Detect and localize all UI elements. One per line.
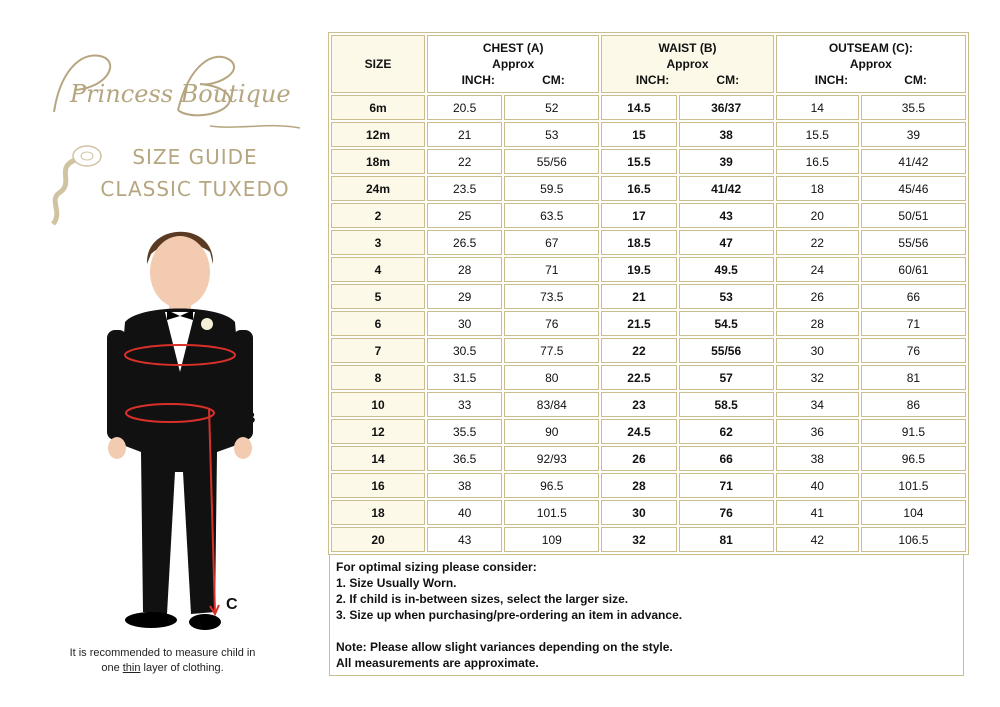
outseam-cm-cell: 45/46 [861, 176, 966, 201]
outseam-inch-cell: 24 [776, 257, 859, 282]
outseam-cm-cell: 39 [861, 122, 966, 147]
chest-inch-cell: 38 [427, 473, 502, 498]
waist-inch-cell: 19.5 [601, 257, 676, 282]
waist-cm-cell: 76 [679, 500, 774, 525]
size-cell: 4 [331, 257, 425, 282]
outseam-inch-cell: 15.5 [776, 122, 859, 147]
size-cell: 5 [331, 284, 425, 309]
waist-cm-cell: 36/37 [679, 95, 774, 120]
outseam-inch-cell: 28 [776, 311, 859, 336]
chest-cm-cell: 67 [504, 230, 599, 255]
outseam-cm-cell: 66 [861, 284, 966, 309]
table-row [331, 257, 966, 282]
table-row [331, 176, 966, 201]
waist-cm-cell: 55/56 [679, 338, 774, 363]
chest-cm-cell: 101.5 [504, 500, 599, 525]
chest-inch-cell: 23.5 [427, 176, 502, 201]
outseam-cm-cell: 86 [861, 392, 966, 417]
waist-inch-cell: 26 [601, 446, 676, 471]
chest-header: CHEST (A) Approx INCH: CM: [427, 35, 599, 93]
table-row [331, 392, 966, 417]
note-line: All measurements are approximate. [336, 656, 539, 670]
outseam-cm-cell: 35.5 [861, 95, 966, 120]
waist-inch-cell: 24.5 [601, 419, 676, 444]
note-line: For optimal sizing please consider: [336, 560, 537, 574]
table-row [331, 419, 966, 444]
outseam-inch-cell: 32 [776, 365, 859, 390]
size-cell: 7 [331, 338, 425, 363]
table-row [331, 500, 966, 525]
chest-cm-cell: 83/84 [504, 392, 599, 417]
size-cell: 6m [331, 95, 425, 120]
outseam-header: OUTSEAM (C): Approx INCH: CM: [776, 35, 966, 93]
size-cell: 14 [331, 446, 425, 471]
table-row [331, 446, 966, 471]
waist-cm-cell: 39 [679, 149, 774, 174]
table-row [331, 527, 966, 552]
size-cell: 20 [331, 527, 425, 552]
measure-label-b: B [244, 410, 256, 427]
outseam-cm-cell: 41/42 [861, 149, 966, 174]
chest-cm-cell: 59.5 [504, 176, 599, 201]
chest-cm-cell: 92/93 [504, 446, 599, 471]
outseam-cm-cell: 101.5 [861, 473, 966, 498]
table-row [331, 122, 966, 147]
size-cell: 12 [331, 419, 425, 444]
chest-inch-cell: 20.5 [427, 95, 502, 120]
chest-cm-cell: 109 [504, 527, 599, 552]
chest-inch-cell: 30 [427, 311, 502, 336]
chest-inch-cell: 28 [427, 257, 502, 282]
chest-inch-cell: 33 [427, 392, 502, 417]
chest-inch-cell: 30.5 [427, 338, 502, 363]
size-header: SIZE [331, 35, 425, 93]
waist-cm-cell: 54.5 [679, 311, 774, 336]
chest-cm-cell: 71 [504, 257, 599, 282]
sizing-notes [329, 554, 964, 676]
measuring-note: It is recommended to measure child in one thin layer of clothing. [69, 647, 256, 674]
waist-inch-cell: 21 [601, 284, 676, 309]
waist-cm-cell: 43 [679, 203, 774, 228]
chest-inch-cell: 26.5 [427, 230, 502, 255]
chest-inch-cell: 35.5 [427, 419, 502, 444]
outseam-inch-cell: 34 [776, 392, 859, 417]
size-cell: 18m [331, 149, 425, 174]
outseam-cm-cell: 96.5 [861, 446, 966, 471]
waist-cm-cell: 58.5 [679, 392, 774, 417]
table-row [331, 203, 966, 228]
waist-inch-cell: 15.5 [601, 149, 676, 174]
outseam-cm-cell: 50/51 [861, 203, 966, 228]
chest-inch-cell: 31.5 [427, 365, 502, 390]
chest-inch-cell: 21 [427, 122, 502, 147]
chest-cm-cell: 90 [504, 419, 599, 444]
note-line: 3. Size up when purchasing/pre-ordering an item in advance. [336, 608, 683, 622]
table-row [331, 284, 966, 309]
outseam-inch-cell: 22 [776, 230, 859, 255]
waist-cm-cell: 41/42 [679, 176, 774, 201]
waist-inch-cell: 22.5 [601, 365, 676, 390]
waist-cm-cell: 71 [679, 473, 774, 498]
note-line [336, 623, 963, 639]
outseam-cm-cell: 55/56 [861, 230, 966, 255]
note-line: 1. Size Usually Worn. [336, 576, 457, 590]
measure-label-a: A [240, 356, 252, 373]
waist-inch-cell: 23 [601, 392, 676, 417]
chest-cm-cell: 52 [504, 95, 599, 120]
outseam-inch-cell: 20 [776, 203, 859, 228]
size-cell: 12m [331, 122, 425, 147]
chest-cm-cell: 73.5 [504, 284, 599, 309]
table-row [331, 230, 966, 255]
waist-cm-cell: 57 [679, 365, 774, 390]
chest-inch-cell: 40 [427, 500, 502, 525]
waist-cm-cell: 53 [679, 284, 774, 309]
waist-inch-cell: 28 [601, 473, 676, 498]
svg-text:Princess Boutique: Princess Boutique [70, 80, 291, 108]
chest-inch-cell: 22 [427, 149, 502, 174]
table-row [331, 149, 966, 174]
waist-cm-cell: 38 [679, 122, 774, 147]
table-row [331, 365, 966, 390]
waist-inch-cell: 14.5 [601, 95, 676, 120]
size-cell: 8 [331, 365, 425, 390]
waist-inch-cell: 21.5 [601, 311, 676, 336]
waist-inch-cell: 18.5 [601, 230, 676, 255]
chest-inch-cell: 43 [427, 527, 502, 552]
chest-inch-cell: 25 [427, 203, 502, 228]
waist-cm-cell: 81 [679, 527, 774, 552]
waist-cm-cell: 47 [679, 230, 774, 255]
outseam-cm-cell: 104 [861, 500, 966, 525]
waist-inch-cell: 15 [601, 122, 676, 147]
outseam-cm-cell: 91.5 [861, 419, 966, 444]
size-cell: 18 [331, 500, 425, 525]
outseam-inch-cell: 42 [776, 527, 859, 552]
chest-cm-cell: 96.5 [504, 473, 599, 498]
chest-cm-cell: 63.5 [504, 203, 599, 228]
table-row [331, 95, 966, 120]
size-cell: 10 [331, 392, 425, 417]
size-table-body [331, 95, 966, 552]
waist-inch-cell: 22 [601, 338, 676, 363]
table-row [331, 311, 966, 336]
outseam-cm-cell: 60/61 [861, 257, 966, 282]
note-line: Note: Please allow slight variances depending on the style. [336, 640, 673, 654]
chest-cm-cell: 76 [504, 311, 599, 336]
outseam-inch-cell: 30 [776, 338, 859, 363]
chest-inch-cell: 36.5 [427, 446, 502, 471]
table-row [331, 338, 966, 363]
outseam-inch-cell: 26 [776, 284, 859, 309]
outseam-inch-cell: 14 [776, 95, 859, 120]
size-table [329, 33, 968, 554]
size-cell: 16 [331, 473, 425, 498]
chest-cm-cell: 55/56 [504, 149, 599, 174]
waist-header: WAIST (B) Approx INCH: CM: [601, 35, 773, 93]
classic-tuxedo-title: CLASSIC TUXEDO [100, 177, 290, 201]
outseam-inch-cell: 18 [776, 176, 859, 201]
left-panel [0, 0, 325, 707]
waist-inch-cell: 17 [601, 203, 676, 228]
outseam-inch-cell: 38 [776, 446, 859, 471]
waist-cm-cell: 49.5 [679, 257, 774, 282]
size-cell: 3 [331, 230, 425, 255]
chest-inch-cell: 29 [427, 284, 502, 309]
outseam-inch-cell: 16.5 [776, 149, 859, 174]
waist-cm-cell: 66 [679, 446, 774, 471]
waist-cm-cell: 62 [679, 419, 774, 444]
note-line: 2. If child is in-between sizes, select the larger size. [336, 592, 629, 606]
brand-logo [40, 42, 310, 142]
chest-cm-cell: 80 [504, 365, 599, 390]
outseam-cm-cell: 81 [861, 365, 966, 390]
outseam-inch-cell: 36 [776, 419, 859, 444]
chest-cm-cell: 77.5 [504, 338, 599, 363]
size-cell: 24m [331, 176, 425, 201]
outseam-inch-cell: 41 [776, 500, 859, 525]
measure-label-c: C [226, 596, 238, 613]
outseam-cm-cell: 106.5 [861, 527, 966, 552]
outseam-cm-cell: 71 [861, 311, 966, 336]
outseam-cm-cell: 76 [861, 338, 966, 363]
table-row [331, 473, 966, 498]
waist-inch-cell: 32 [601, 527, 676, 552]
waist-inch-cell: 16.5 [601, 176, 676, 201]
chest-cm-cell: 53 [504, 122, 599, 147]
waist-inch-cell: 30 [601, 500, 676, 525]
size-guide-title: SIZE GUIDE [132, 145, 258, 169]
outseam-inch-cell: 40 [776, 473, 859, 498]
size-cell: 2 [331, 203, 425, 228]
size-cell: 6 [331, 311, 425, 336]
